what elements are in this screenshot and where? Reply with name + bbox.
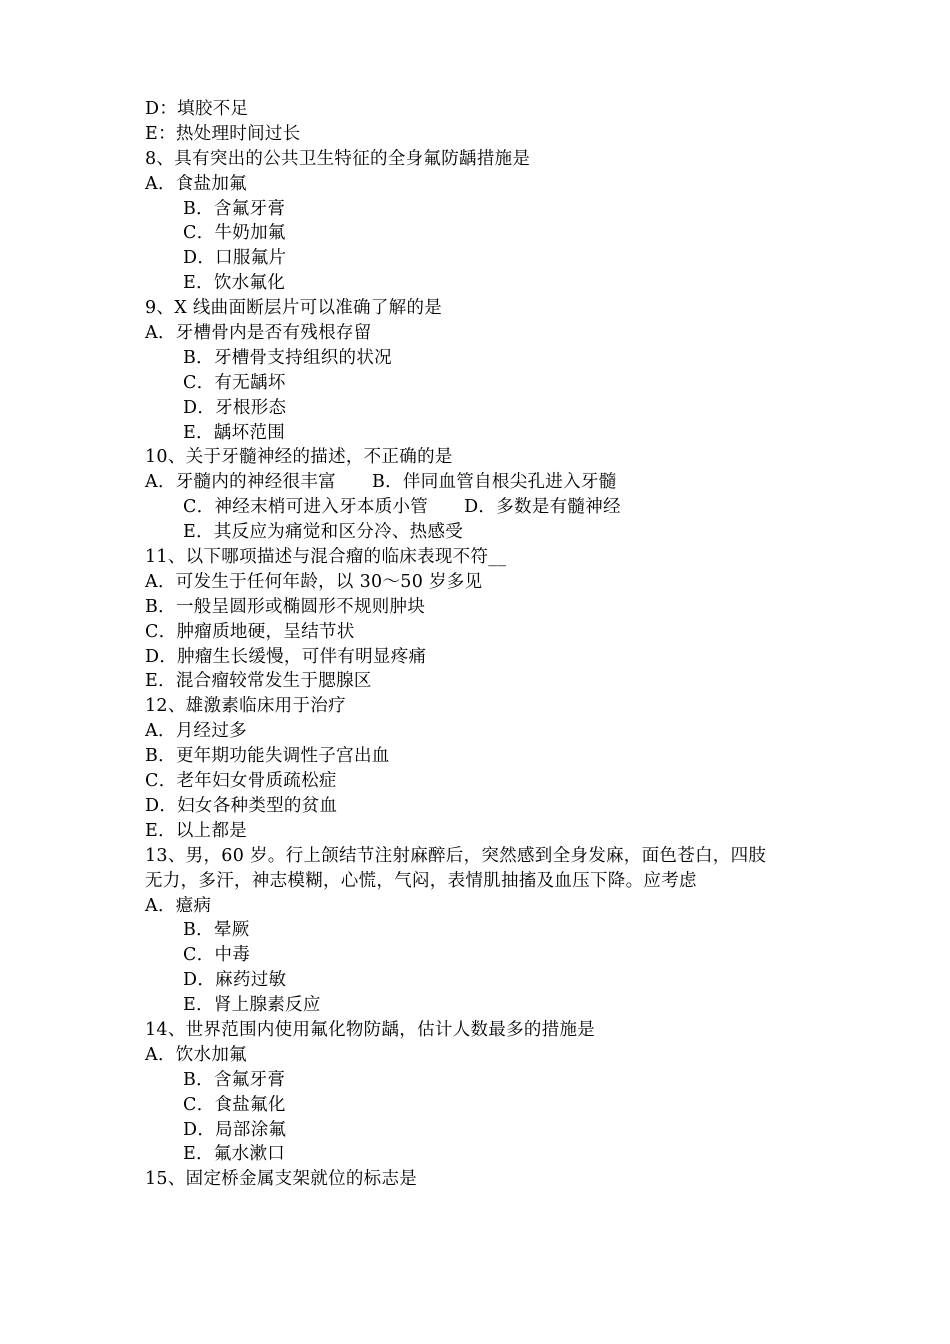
- question-12-option-a: A．月经过多: [145, 721, 247, 742]
- question-10-option-c: C．神经末梢可进入牙本质小管: [183, 497, 429, 518]
- option-d-prev: D：填胶不足: [145, 99, 249, 119]
- question-9-option-b: B．牙槽骨支持组织的状况: [183, 347, 392, 368]
- question-8: 8、具有突出的公共卫生特征的全身氟防龋措施是: [145, 148, 531, 169]
- question-11-option-b: B．一般呈圆形或椭圆形不规则肿块: [145, 596, 426, 617]
- document-page: [145, 97, 825, 1192]
- question-11-option-d: D．肿瘤生长缓慢，可伴有明显疼痛: [145, 646, 427, 667]
- question-12-option-e: E．以上都是: [145, 820, 248, 841]
- question-13-line-2: 无力，多汗，神志模糊，心慌，气闷，表情肌抽搐及血压下降。应考虑: [145, 870, 697, 891]
- question-12-option-d: D．妇女各种类型的贫血: [145, 795, 338, 816]
- question-10: 10、关于牙髓神经的描述，不正确的是: [145, 447, 453, 468]
- question-13-option-d: D．麻药过敏: [183, 970, 287, 991]
- question-13-option-b: B．晕厥: [183, 920, 250, 941]
- question-14: 14、世界范围内使用氟化物防龋，估计人数最多的措施是: [145, 1019, 596, 1040]
- question-11-option-e: E．混合瘤较常发生于腮腺区: [145, 671, 372, 692]
- question-14-option-c: C．食盐氟化: [183, 1094, 286, 1115]
- question-11-option-c: C．肿瘤质地硬，呈结节状: [145, 621, 355, 642]
- question-12-option-b: B．更年期功能失调性子宫出血: [145, 746, 390, 767]
- question-9-option-e: E．龋坏范围: [183, 422, 286, 443]
- option-e-prev: E：热处理时间过长: [145, 123, 301, 144]
- question-14-option-e: E．氟水漱口: [183, 1144, 286, 1165]
- question-13-option-a: A．癔病: [145, 895, 212, 916]
- question-8-option-d: D．口服氟片: [183, 248, 287, 269]
- question-13-line-1: 13、男，60 岁。行上颌结节注射麻醉后，突然感到全身发麻，面色苍白，四肢: [145, 845, 767, 866]
- question-12: 12、雄激素临床用于治疗: [145, 696, 346, 717]
- question-9-option-d: D．牙根形态: [183, 397, 287, 418]
- question-8-option-a: A．食盐加氟: [145, 173, 247, 194]
- question-8-option-e: E．饮水氟化: [183, 273, 286, 294]
- question-8-option-b: B．含氟牙膏: [183, 198, 286, 219]
- question-14-option-a: A．饮水加氟: [145, 1044, 247, 1065]
- question-10-option-a: A．牙髓内的神经很丰富: [145, 472, 336, 493]
- question-13-option-e: E．肾上腺素反应: [183, 995, 321, 1016]
- question-10-option-e: E．其反应为痛觉和区分冷、热感受: [183, 522, 464, 543]
- question-10-option-b: B．伴同血管自根尖孔进入牙髓: [371, 472, 617, 493]
- question-10-options-ab: [145, 470, 825, 495]
- question-14-option-d: D．局部涂氟: [183, 1119, 287, 1140]
- question-11: 11、以下哪项描述与混合瘤的临床表现不符__: [145, 547, 507, 568]
- question-15: 15、固定桥金属支架就位的标志是: [145, 1169, 418, 1190]
- question-10-options-cd: [145, 495, 825, 520]
- question-10-option-d: D．多数是有髓神经: [464, 497, 621, 518]
- question-11-option-a: A．可发生于任何年龄，以 30～50 岁多见: [145, 571, 483, 592]
- question-9-option-a: A．牙槽骨内是否有残根存留: [145, 323, 372, 344]
- question-9: 9、X 线曲面断层片可以准确了解的是: [145, 298, 443, 319]
- question-14-option-b: B．含氟牙膏: [183, 1069, 286, 1090]
- question-12-option-c: C．老年妇女骨质疏松症: [145, 771, 337, 792]
- question-8-option-c: C．牛奶加氟: [183, 223, 286, 244]
- question-13-option-c: C．中毒: [183, 945, 251, 966]
- question-9-option-c: C．有无龋坏: [183, 372, 286, 393]
